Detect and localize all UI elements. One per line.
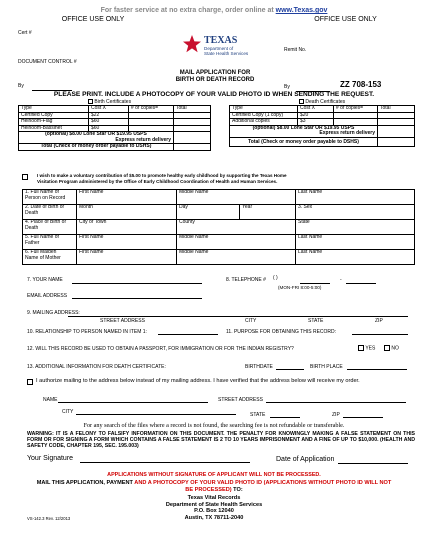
shipping-total-field[interactable] [378, 125, 415, 137]
first-name-field[interactable]: First Name [77, 190, 177, 205]
state-field[interactable]: State [296, 220, 415, 235]
passport-yes-label: YES [365, 345, 376, 352]
donation-line2: Visitation Program administered by the Office of Early Childhood Coordination of Health and Human Services. [37, 178, 278, 184]
date-of-application-label: Date of Application [276, 456, 335, 463]
mail-instructions [34, 480, 394, 494]
copies-field[interactable] [129, 119, 174, 126]
alt-street-label: STREET ADDRESS [218, 397, 263, 403]
copies-field[interactable] [334, 112, 378, 119]
last-name-field[interactable]: Last Name [296, 250, 415, 265]
table-row [23, 190, 415, 205]
row-label-line2: Death [25, 209, 39, 216]
table-row [23, 220, 415, 235]
alt-state-field[interactable] [270, 417, 300, 418]
col-cost: Cost X [89, 106, 129, 113]
passport-yes-checkbox[interactable] [358, 345, 364, 351]
death-header-label: Death Certificates [305, 99, 346, 105]
print-notice: PLEASE PRINT. INCLUDE A PHOTOCOPY OF YOUR VALID PHOTO ID WHEN SENDING THE REQUEST. [53, 91, 375, 98]
alt-state-label: STATE [250, 412, 266, 418]
fee-cost: $3 [298, 119, 334, 126]
relationship-field[interactable] [158, 334, 218, 335]
office-use-left [18, 16, 168, 92]
email-label: EMAIL ADDRESS [27, 293, 68, 299]
col-type: Type [19, 106, 89, 113]
fee-type: Heirloom-Bassinet [19, 125, 89, 132]
alt-city-field[interactable] [76, 414, 236, 415]
fee-type: Heirloom-Flag [19, 119, 89, 126]
shipping-row [19, 132, 211, 144]
row-label [23, 220, 77, 235]
total-row [230, 137, 415, 146]
middle-name-field[interactable]: Middle Name [177, 250, 240, 265]
signature-warning: APPLICATIONS WITHOUT SIGNATURE OF APPLICANT WILL NOT BE PROCESSED. [107, 472, 321, 478]
death-info-label: 13. ADDITIONAL INFORMATION FOR DEATH CERTIFICATE: [27, 364, 166, 370]
person-table [22, 189, 415, 265]
fee-cost: $60 [89, 119, 129, 126]
authorize-text: I authorize mailing to the address below instead of my mailing address. I have verified that the address below will receive my order. [36, 378, 360, 384]
row-label-line1: 6. Full Maiden [25, 249, 57, 255]
empty-cell [240, 235, 296, 250]
signature-label: Your Signature [27, 455, 74, 462]
death-fee-table [229, 99, 415, 145]
mail-instr-part3: (APPLICATIONS WITHOUT PHOTO ID WILL NOT BE PROCESSED) [185, 480, 392, 493]
birth-header-label: Birth Certificates [94, 99, 132, 105]
email-field[interactable] [72, 298, 202, 299]
alt-zip-label: ZIP [332, 412, 340, 418]
row-label-line2: Father [25, 239, 40, 246]
grand-total-field[interactable] [378, 137, 415, 146]
passport-no-checkbox[interactable] [384, 345, 390, 351]
birthplace-field[interactable] [347, 369, 407, 370]
phone-line-field[interactable] [346, 283, 376, 284]
fee-cost: $20 [298, 112, 334, 119]
table-row [23, 250, 415, 265]
signature-field[interactable] [80, 462, 250, 463]
street-label: STREET ADDRESS [100, 318, 145, 324]
fee-type: Certified Copy [19, 112, 89, 119]
last-name-field[interactable]: Last Name [296, 235, 415, 250]
shipping-label [230, 125, 378, 137]
form-title-line1: MAIL APPLICATION FOR [179, 70, 251, 76]
birthplace-label: BIRTH PLACE [310, 364, 343, 370]
birthdate-field[interactable] [276, 369, 304, 370]
fee-cost: $22 [89, 112, 129, 119]
mail-instr-part1: MAIL THIS APPLICATION, PAYMENT [36, 480, 135, 486]
passport-no-label: NO [391, 345, 399, 352]
row-label-line2: Name of Mother [25, 254, 61, 261]
remit-label: Remit No. [284, 47, 307, 53]
office-use-right [278, 16, 413, 92]
mail-instr-part2: AND A PHOTOCOPY OF YOUR VALID PHOTO ID [134, 480, 264, 486]
relationship-label: 10. RELATIONSHIP TO PERSON NAMED IN ITEM 1: [27, 329, 147, 335]
row-label [23, 190, 77, 205]
col-copies: # of copies= [129, 106, 174, 113]
row-label-line1: 2. Date of Birth or [25, 204, 65, 210]
texas-gov-link[interactable]: www.Texas.gov [275, 7, 328, 14]
mail-address-line: P.O. Box 12040 [194, 508, 234, 515]
telephone-label: 8. TELEPHONE # [226, 277, 266, 283]
row-label-line2: Person on Record [25, 194, 66, 201]
shipping-express: Express return delivery [319, 130, 375, 137]
middle-name-field[interactable]: Middle Name [177, 190, 240, 205]
dshs-logo [180, 34, 270, 68]
day-field[interactable]: Day [177, 205, 240, 220]
doc-control-label: DOCUMENT CONTROL # [18, 59, 77, 65]
alt-street-field[interactable] [266, 402, 406, 403]
row-label [23, 205, 77, 220]
total-row [19, 144, 211, 151]
sex-field[interactable]: 3. Sex [296, 205, 415, 220]
total-field[interactable] [378, 119, 415, 126]
phone-dash: - [340, 277, 342, 283]
row-label-line1: 1. Full Name of [25, 189, 59, 195]
phone-hours: (MON-FRI 8:00-5:00) [278, 285, 322, 290]
phone-prefix-field[interactable] [300, 283, 330, 284]
first-name-field[interactable]: First Name [77, 250, 177, 265]
death-certificates-checkbox[interactable] [299, 99, 304, 104]
cert-label: Cert # [18, 30, 32, 36]
form-number: ZZ 708-153 [340, 80, 382, 89]
shipping-options: (optional) $8.00 Lone Star OR $19.95 USPS [45, 131, 147, 138]
donation-line1: I wish to make a voluntary contribution of $5.00 to promote healthy early childhood by supporting the Texas Home [37, 173, 287, 178]
alt-zip-field[interactable] [343, 417, 383, 418]
total-label: Total (Check or money order payable to DSHS) [19, 144, 174, 151]
shipping-row [230, 125, 415, 137]
first-name-field[interactable]: First Name [77, 235, 177, 250]
passport-yes [358, 345, 375, 351]
area-code-field[interactable]: ( ) [273, 275, 278, 281]
logo-texas: TEXAS [204, 35, 238, 46]
mailing-address-field[interactable] [68, 316, 408, 317]
total-field[interactable] [174, 125, 211, 132]
by-left-label: By [18, 83, 24, 89]
shipping-options: (optional) $8.00 Lone Star OR $19.95 USPS [252, 124, 355, 131]
form-title [160, 70, 270, 84]
row-label [23, 250, 77, 265]
copies-field[interactable] [129, 112, 174, 119]
date-of-application-field[interactable] [338, 463, 408, 464]
total-field[interactable] [174, 119, 211, 126]
year-field[interactable]: Year [240, 205, 296, 220]
col-cost: Cost X [298, 106, 334, 113]
zip-label: ZIP [375, 318, 383, 324]
form-title-line2: BIRTH OR DEATH RECORD [175, 77, 255, 83]
birth-certificates-checkbox[interactable] [88, 99, 93, 104]
city-label: CITY [245, 318, 257, 324]
total-field[interactable] [174, 112, 211, 119]
texas-star-icon [182, 34, 202, 54]
shipping-express: Express return delivery [115, 136, 171, 143]
mail-address-line: Department of State Health Services [165, 501, 263, 508]
passport-label: 12. WILL THIS RECORD BE USED TO OBTAIN A PASSPORT, FOR IMMIGRATION OR FOR THE INDIAN REGISTRY? [27, 346, 294, 352]
last-name-field[interactable]: Last Name [296, 190, 415, 205]
empty-cell [240, 220, 296, 235]
by-right-label: By [284, 84, 290, 90]
alt-name-field[interactable] [58, 402, 208, 403]
grand-total-field[interactable] [174, 144, 211, 151]
alt-name-label: NAME [43, 397, 58, 403]
total-label: Total (Check or money order payable to DSHS) [230, 137, 378, 146]
donation-checkbox[interactable] [22, 174, 28, 180]
purpose-label: 11. PURPOSE FOR OBTAINING THIS RECORD: [226, 329, 337, 335]
state-label: STATE [308, 318, 324, 324]
col-total: Total [174, 106, 211, 113]
fee-type: Additional copies [230, 119, 298, 126]
felony-warning: WARNING: IT IS A FELONY TO FALSIFY INFORMATION ON THIS DOCUMENT. THE PENALTY FOR KNOWINGLY MAKING A FALSE STATEMENT ON THIS FORM OR FOR SIGNING A FORM WHICH CONTAINS A FALSE STATEMENT IS 2 TO 10 YEARS IMPRISONMENT AND A FINE OF UP TO $10,000. (HEALTH AND SAFETY CODE, CHAPTER 195, SEC. 195.003) [27, 431, 415, 450]
mail-address-line: Texas Vital Records [187, 495, 241, 501]
mail-address-line: Austin, TX 78711-2040 [184, 514, 244, 521]
office-use-left-title: OFFICE USE ONLY [61, 16, 125, 23]
shipping-label [19, 132, 174, 144]
mail-instr-part4: TO: [231, 486, 243, 493]
row-label-line1: 5. Full Name of [25, 234, 59, 240]
middle-name-field[interactable]: Middle Name [177, 235, 240, 250]
death-table [229, 105, 415, 147]
row-label [23, 235, 77, 250]
passport-no [384, 345, 399, 351]
search-notice: For any search of the files where a record is not found, the searching fee is not refundable or transferable. [83, 422, 345, 429]
row-label-line2: Death [25, 224, 39, 231]
your-name-field[interactable] [72, 283, 202, 284]
table-row [23, 235, 415, 250]
revision-number: VS-142.3 Rev. 12/2013 [27, 516, 71, 521]
row-label-line1: 4. Place of Birth or [25, 219, 67, 225]
empty-cell [240, 190, 296, 205]
birth-fee-table [18, 99, 211, 150]
month-field[interactable]: Month [77, 205, 177, 220]
shipping-total-field[interactable] [174, 132, 211, 144]
birth-table [18, 105, 211, 151]
total-field[interactable] [378, 112, 415, 119]
authorize-checkbox[interactable] [27, 379, 33, 385]
online-notice-text: For faster service at no extra charge, order online at [100, 7, 276, 14]
fee-type: Certified Copy (1 copy) [230, 112, 298, 119]
col-total: Total [378, 106, 415, 113]
online-notice [0, 7, 428, 15]
your-name-label: 7. YOUR NAME [27, 277, 63, 283]
logo-dept: Department of [204, 46, 234, 51]
county-field[interactable]: County [177, 220, 240, 235]
donation-text [37, 173, 407, 184]
empty-cell [240, 250, 296, 265]
logo-state: State Health Services [204, 51, 249, 56]
city-field[interactable]: City or Town [77, 220, 177, 235]
fee-cost: $60 [89, 125, 129, 132]
office-use-right-title: OFFICE USE ONLY [314, 16, 377, 23]
mailing-label: 9. MAILING ADDRESS: [27, 310, 80, 316]
birthdate-label: BIRTHDATE [245, 364, 273, 370]
col-type: Type [230, 106, 298, 113]
col-copies: # of copies= [334, 106, 378, 113]
purpose-field[interactable] [352, 334, 408, 335]
table-row [23, 205, 415, 220]
alt-city-label: CITY [62, 409, 74, 415]
